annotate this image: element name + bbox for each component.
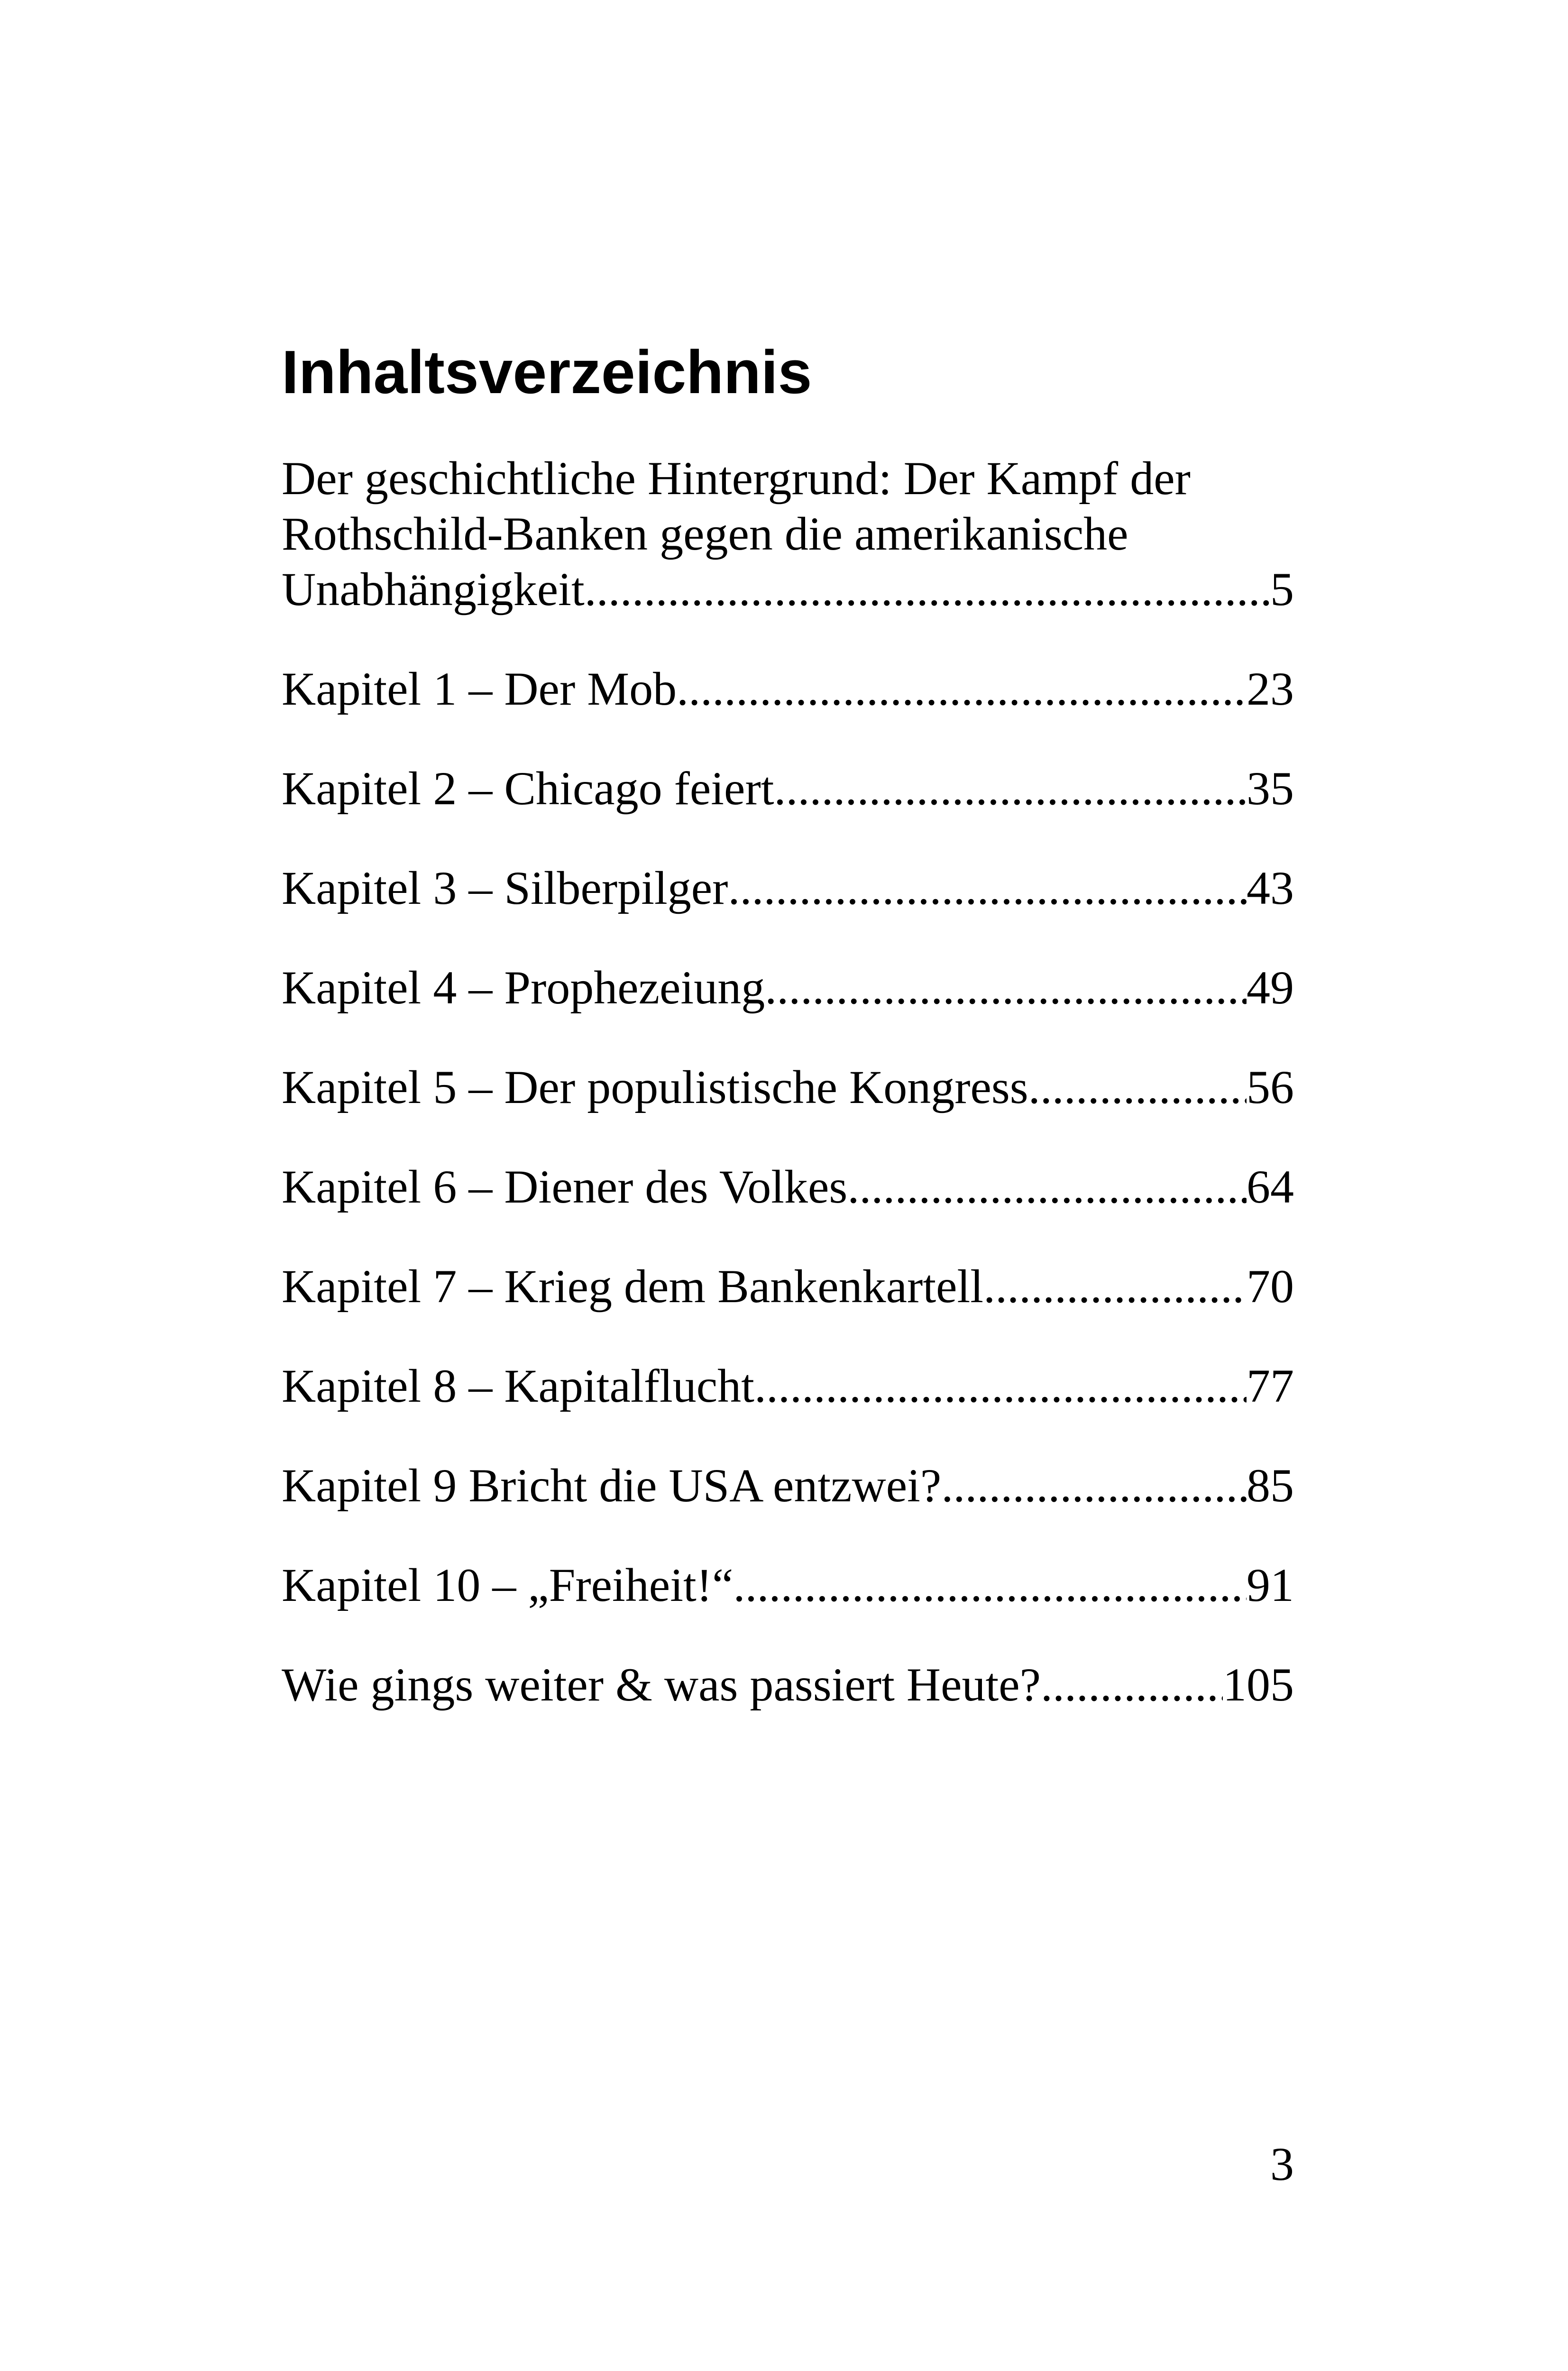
toc-entry-page: 70 bbox=[1247, 1260, 1294, 1313]
toc-entry-line bbox=[282, 960, 1294, 1015]
toc-entry-chapter-6 bbox=[282, 1159, 1294, 1214]
toc-entry-title: Kapitel 7 – Krieg dem Bankenkartell bbox=[282, 1260, 984, 1313]
toc-entry-title: Kapitel 3 – Silberpilger bbox=[282, 862, 728, 914]
dot-leader bbox=[728, 860, 1247, 916]
toc-entry-line bbox=[282, 1657, 1294, 1712]
toc-entry-chapter-3 bbox=[282, 860, 1294, 916]
toc-entry-title: Unabhängigkeit bbox=[282, 563, 585, 616]
toc-entry-page: 56 bbox=[1247, 1061, 1294, 1113]
toc-entry-page: 77 bbox=[1247, 1360, 1294, 1412]
toc-entry-title: Kapitel 6 – Diener des Volkes bbox=[282, 1160, 848, 1213]
toc-entry-line: Rothschild-Banken gegen die amerikanische bbox=[282, 507, 1128, 560]
toc-entry-title: Kapitel 10 – „Freiheit!“ bbox=[282, 1559, 734, 1611]
dot-leader bbox=[765, 960, 1247, 1015]
dot-leader bbox=[983, 1259, 1247, 1314]
dot-leader bbox=[733, 1557, 1247, 1613]
toc-entry-page: 23 bbox=[1247, 662, 1294, 715]
dot-leader bbox=[1041, 1657, 1223, 1712]
toc-entry-line bbox=[282, 1159, 1294, 1214]
toc-entry-page: 105 bbox=[1223, 1658, 1294, 1711]
toc-entry-page: 49 bbox=[1247, 961, 1294, 1014]
toc-entry-chapter-10 bbox=[282, 1557, 1294, 1613]
toc-entry-line bbox=[282, 761, 1294, 816]
toc-entry-chapter-9 bbox=[282, 1458, 1294, 1513]
toc-entry-page: 85 bbox=[1247, 1459, 1294, 1512]
toc-entry-title: Kapitel 9 Bricht die USA entzwei? bbox=[282, 1459, 942, 1512]
page-number: 3 bbox=[1270, 2138, 1294, 2190]
toc-entry-epilogue bbox=[282, 1657, 1294, 1712]
toc-entry-title: Kapitel 2 – Chicago feiert bbox=[282, 762, 774, 815]
page-title: Inhaltsverzeichnis bbox=[282, 338, 812, 406]
dot-leader bbox=[754, 1358, 1247, 1414]
dot-leader bbox=[677, 661, 1247, 717]
toc-entry-page: 91 bbox=[1247, 1559, 1294, 1611]
toc-entry-line bbox=[282, 1259, 1294, 1314]
toc-entry-title: Kapitel 5 – Der populistische Kongress bbox=[282, 1061, 1028, 1113]
toc-entry-line bbox=[282, 1059, 1294, 1115]
dot-leader bbox=[847, 1159, 1247, 1214]
toc-entry-page: 64 bbox=[1247, 1160, 1294, 1213]
toc-entry-page: 35 bbox=[1247, 762, 1294, 815]
toc-entry-chapter-2 bbox=[282, 761, 1294, 816]
toc-entry-line bbox=[282, 661, 1294, 717]
toc-entry-line bbox=[282, 1557, 1294, 1613]
toc-entry-chapter-7 bbox=[282, 1259, 1294, 1314]
toc-entry-page: 5 bbox=[1270, 563, 1294, 616]
toc-entry-title: Kapitel 4 – Prophezeiung bbox=[282, 961, 765, 1014]
toc-entry-chapter-8 bbox=[282, 1358, 1294, 1414]
dot-leader bbox=[774, 761, 1247, 816]
toc-entry-last-line bbox=[282, 561, 1294, 617]
toc-entry-chapter-4 bbox=[282, 960, 1294, 1015]
table-of-contents bbox=[282, 450, 1294, 1756]
toc-entry-page: 43 bbox=[1247, 862, 1294, 914]
toc-entry-title: Kapitel 1 – Der Mob bbox=[282, 662, 677, 715]
toc-entry-chapter-5 bbox=[282, 1059, 1294, 1115]
dot-leader bbox=[1028, 1059, 1247, 1115]
toc-entry-line bbox=[282, 1458, 1294, 1513]
toc-entry-line: Der geschichtliche Hintergrund: Der Kampf der bbox=[282, 452, 1191, 505]
dot-leader bbox=[585, 561, 1270, 617]
toc-entry-chapter-1 bbox=[282, 661, 1294, 717]
toc-entry-intro bbox=[282, 450, 1294, 617]
toc-entry-title: Kapitel 8 – Kapitalflucht bbox=[282, 1360, 754, 1412]
toc-entry-line bbox=[282, 860, 1294, 916]
toc-entry-line bbox=[282, 1358, 1294, 1414]
toc-entry-title: Wie gings weiter & was passiert Heute? bbox=[282, 1658, 1041, 1711]
dot-leader bbox=[941, 1458, 1247, 1513]
